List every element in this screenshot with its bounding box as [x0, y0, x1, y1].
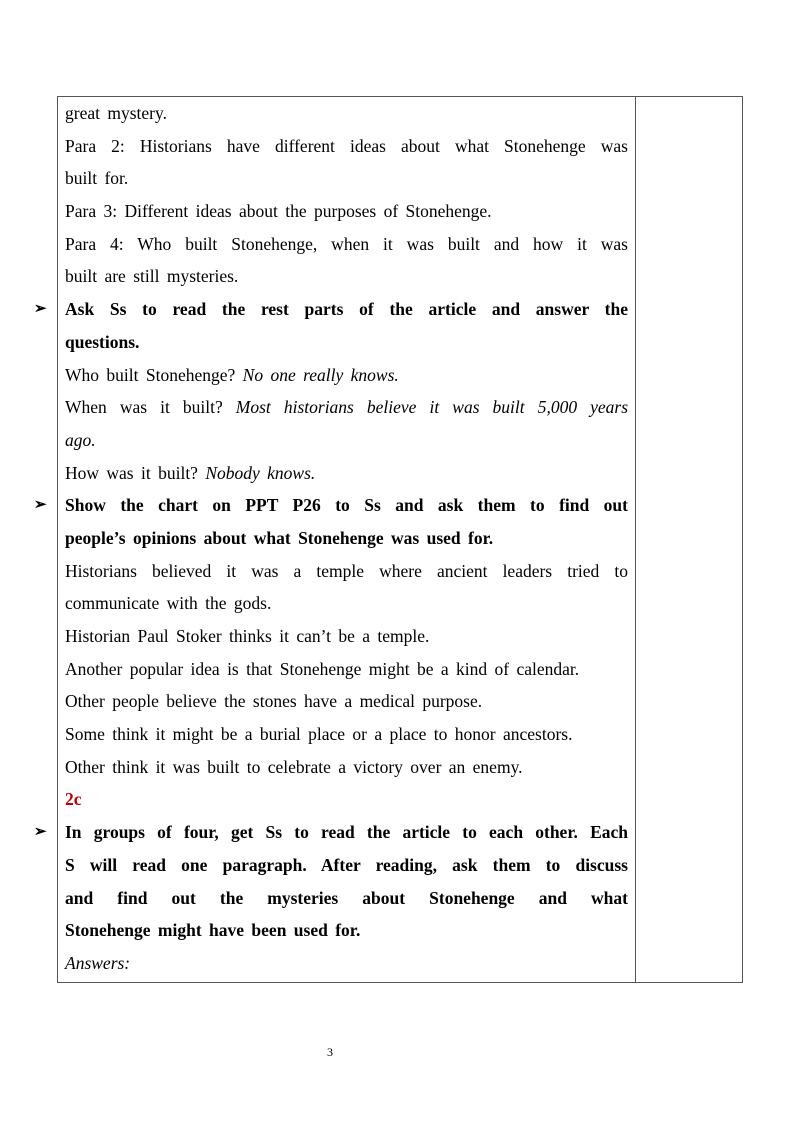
section-heading: 2c: [65, 789, 82, 810]
table-column-divider: [635, 96, 636, 983]
question-text: When was it built?: [65, 397, 223, 418]
answer-text: Nobody knows.: [205, 462, 316, 483]
bullet-item: [34, 293, 628, 326]
qa-line: [65, 359, 628, 392]
question-text: How was it built?: [65, 462, 198, 483]
page-number: 3: [327, 1045, 333, 1059]
instruction-text: Show the chart on PPT P26 to Ss and ask them to find out: [65, 495, 628, 516]
instruction-text: Stonehenge might have been used for.: [65, 920, 361, 941]
text-line: great mystery.: [65, 103, 167, 123]
text-line: Other people believe the stones have a medical purpose.: [65, 691, 483, 712]
instruction-text: S will read one paragraph. After reading, ask them to discuss: [65, 854, 628, 875]
text-line: Para 3: Different ideas about the purposes of Stonehenge.: [65, 201, 492, 222]
lesson-content: [34, 97, 629, 980]
bullet-item: [34, 816, 628, 849]
instruction-text: In groups of four, get Ss to read the article to each other. Each: [65, 822, 628, 843]
text-line: Historian Paul Stoker thinks it can’t be a temple.: [65, 626, 430, 646]
bullet-arrow-icon: ➢: [34, 497, 47, 514]
instruction-text: and find out the mysteries about Stonehenge and what: [65, 887, 628, 908]
instruction-text: questions.: [65, 331, 140, 352]
text-line: Historians believed it was a temple where ancient leaders tried to: [65, 560, 628, 581]
text-line: Other think it was built to celebrate a victory over an enemy.: [65, 756, 523, 777]
answer-text: Most historians believe it was built 5,000 years: [235, 397, 629, 418]
text-line: Another popular idea is that Stonehenge might be a kind of calendar.: [65, 658, 580, 679]
text-line: Some think it might be a burial place or a place to honor ancestors.: [65, 724, 573, 745]
text-line: built for.: [65, 168, 129, 189]
text-line: Para 4: Who built Stonehenge, when it was built and how it was: [65, 233, 628, 254]
question-text: Who built Stonehenge?: [65, 364, 236, 385]
text-line: communicate with the gods.: [65, 593, 272, 614]
instruction-text: Ask Ss to read the rest parts of the article and answer the: [65, 299, 628, 320]
text-line: built are still mysteries.: [65, 266, 239, 287]
bullet-arrow-icon: ➢: [34, 301, 47, 318]
instruction-text: people’s opinions about what Stonehenge was used for.: [65, 527, 494, 548]
text-line: Para 2: Historians have different ideas about what Stonehenge was: [65, 135, 628, 156]
answer-text: No one really knows.: [242, 364, 399, 385]
bullet-item: [34, 489, 628, 522]
qa-line: [65, 457, 628, 490]
bullet-arrow-icon: ➢: [34, 824, 47, 841]
qa-line: [65, 391, 628, 424]
answers-label: Answers:: [65, 952, 131, 973]
answer-text: ago.: [65, 429, 96, 450]
